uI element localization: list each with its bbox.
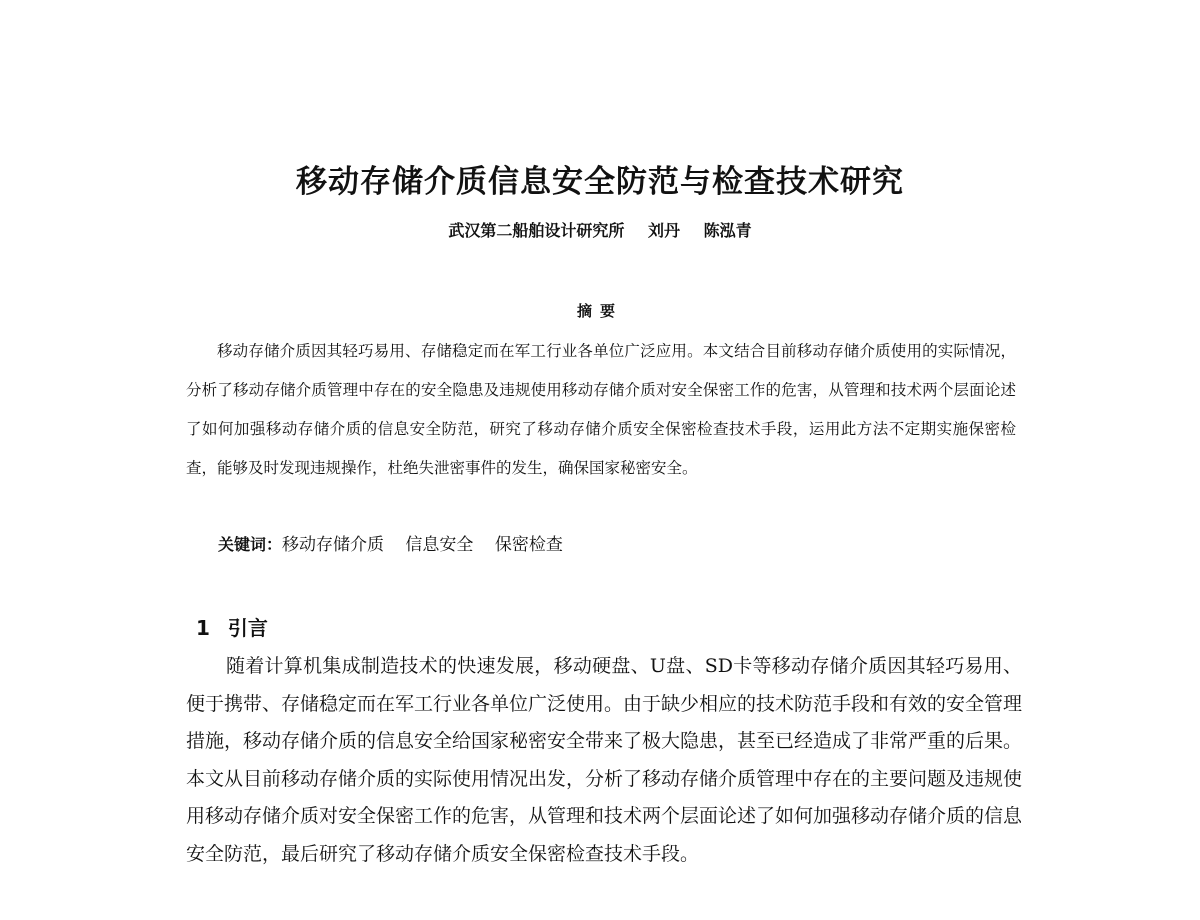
- keywords-line: [218, 530, 579, 555]
- keyword: 移动存储介质: [282, 535, 385, 555]
- abstract-heading: 摘要: [576, 302, 623, 320]
- keyword: 信息安全: [405, 535, 474, 555]
- author-name: 陈泓青: [703, 221, 752, 240]
- section-title: 引言: [227, 616, 268, 640]
- section-body: 随着计算机集成制造技术的快速发展，移动硬盘、U盘、SD卡等移动存储介质因其轻巧易用、便于携带、存储稳定而在军工行业各单位广泛使用。由于缺少相应的技术防范手段和有效的安全管理措施，移动存储介质的信息安全给国家秘密安全带来了极大隐患，甚至已经造成了非常严重的后果。本文从目前移动存储介质的实际使用情况出发，分析了移动存储介质管理中存在的主要问题及违规使用移动存储介质对安全保密工作的危害，从管理和技术两个层面论述了如何加强移动存储介质的信息安全防范，最后研究了移动存储介质安全保密检查技术手段。: [186, 655, 1023, 865]
- section-heading: [196, 612, 268, 641]
- keywords-label: 关键词：: [218, 535, 283, 554]
- keyword: 保密检查: [494, 535, 563, 555]
- abstract-text: 移动存储介质因其轻巧易用、存储稳定而在军工行业各单位广泛应用。本文结合目前移动存储介质使用的实际情况，分析了移动存储介质管理中存在的安全隐患及违规使用移动存储介质对安全保密工作的危害，从管理和技术两个层面论述了如何加强移动存储介质的信息安全防范，研究了移动存储介质安全保密检查技术手段，运用此方法不定期实施保密检查，能够及时发现违规操作，杜绝失泄密事件的发生，确保国家秘密安全。: [186, 342, 1016, 477]
- author-name: 刘丹: [647, 221, 680, 240]
- paper-title: 移动存储介质信息安全防范与检查技术研究: [296, 164, 904, 200]
- affiliation: 武汉第二船舶设计研究所: [448, 221, 625, 240]
- author-line: [0, 218, 1200, 241]
- section-number: 1: [196, 616, 210, 640]
